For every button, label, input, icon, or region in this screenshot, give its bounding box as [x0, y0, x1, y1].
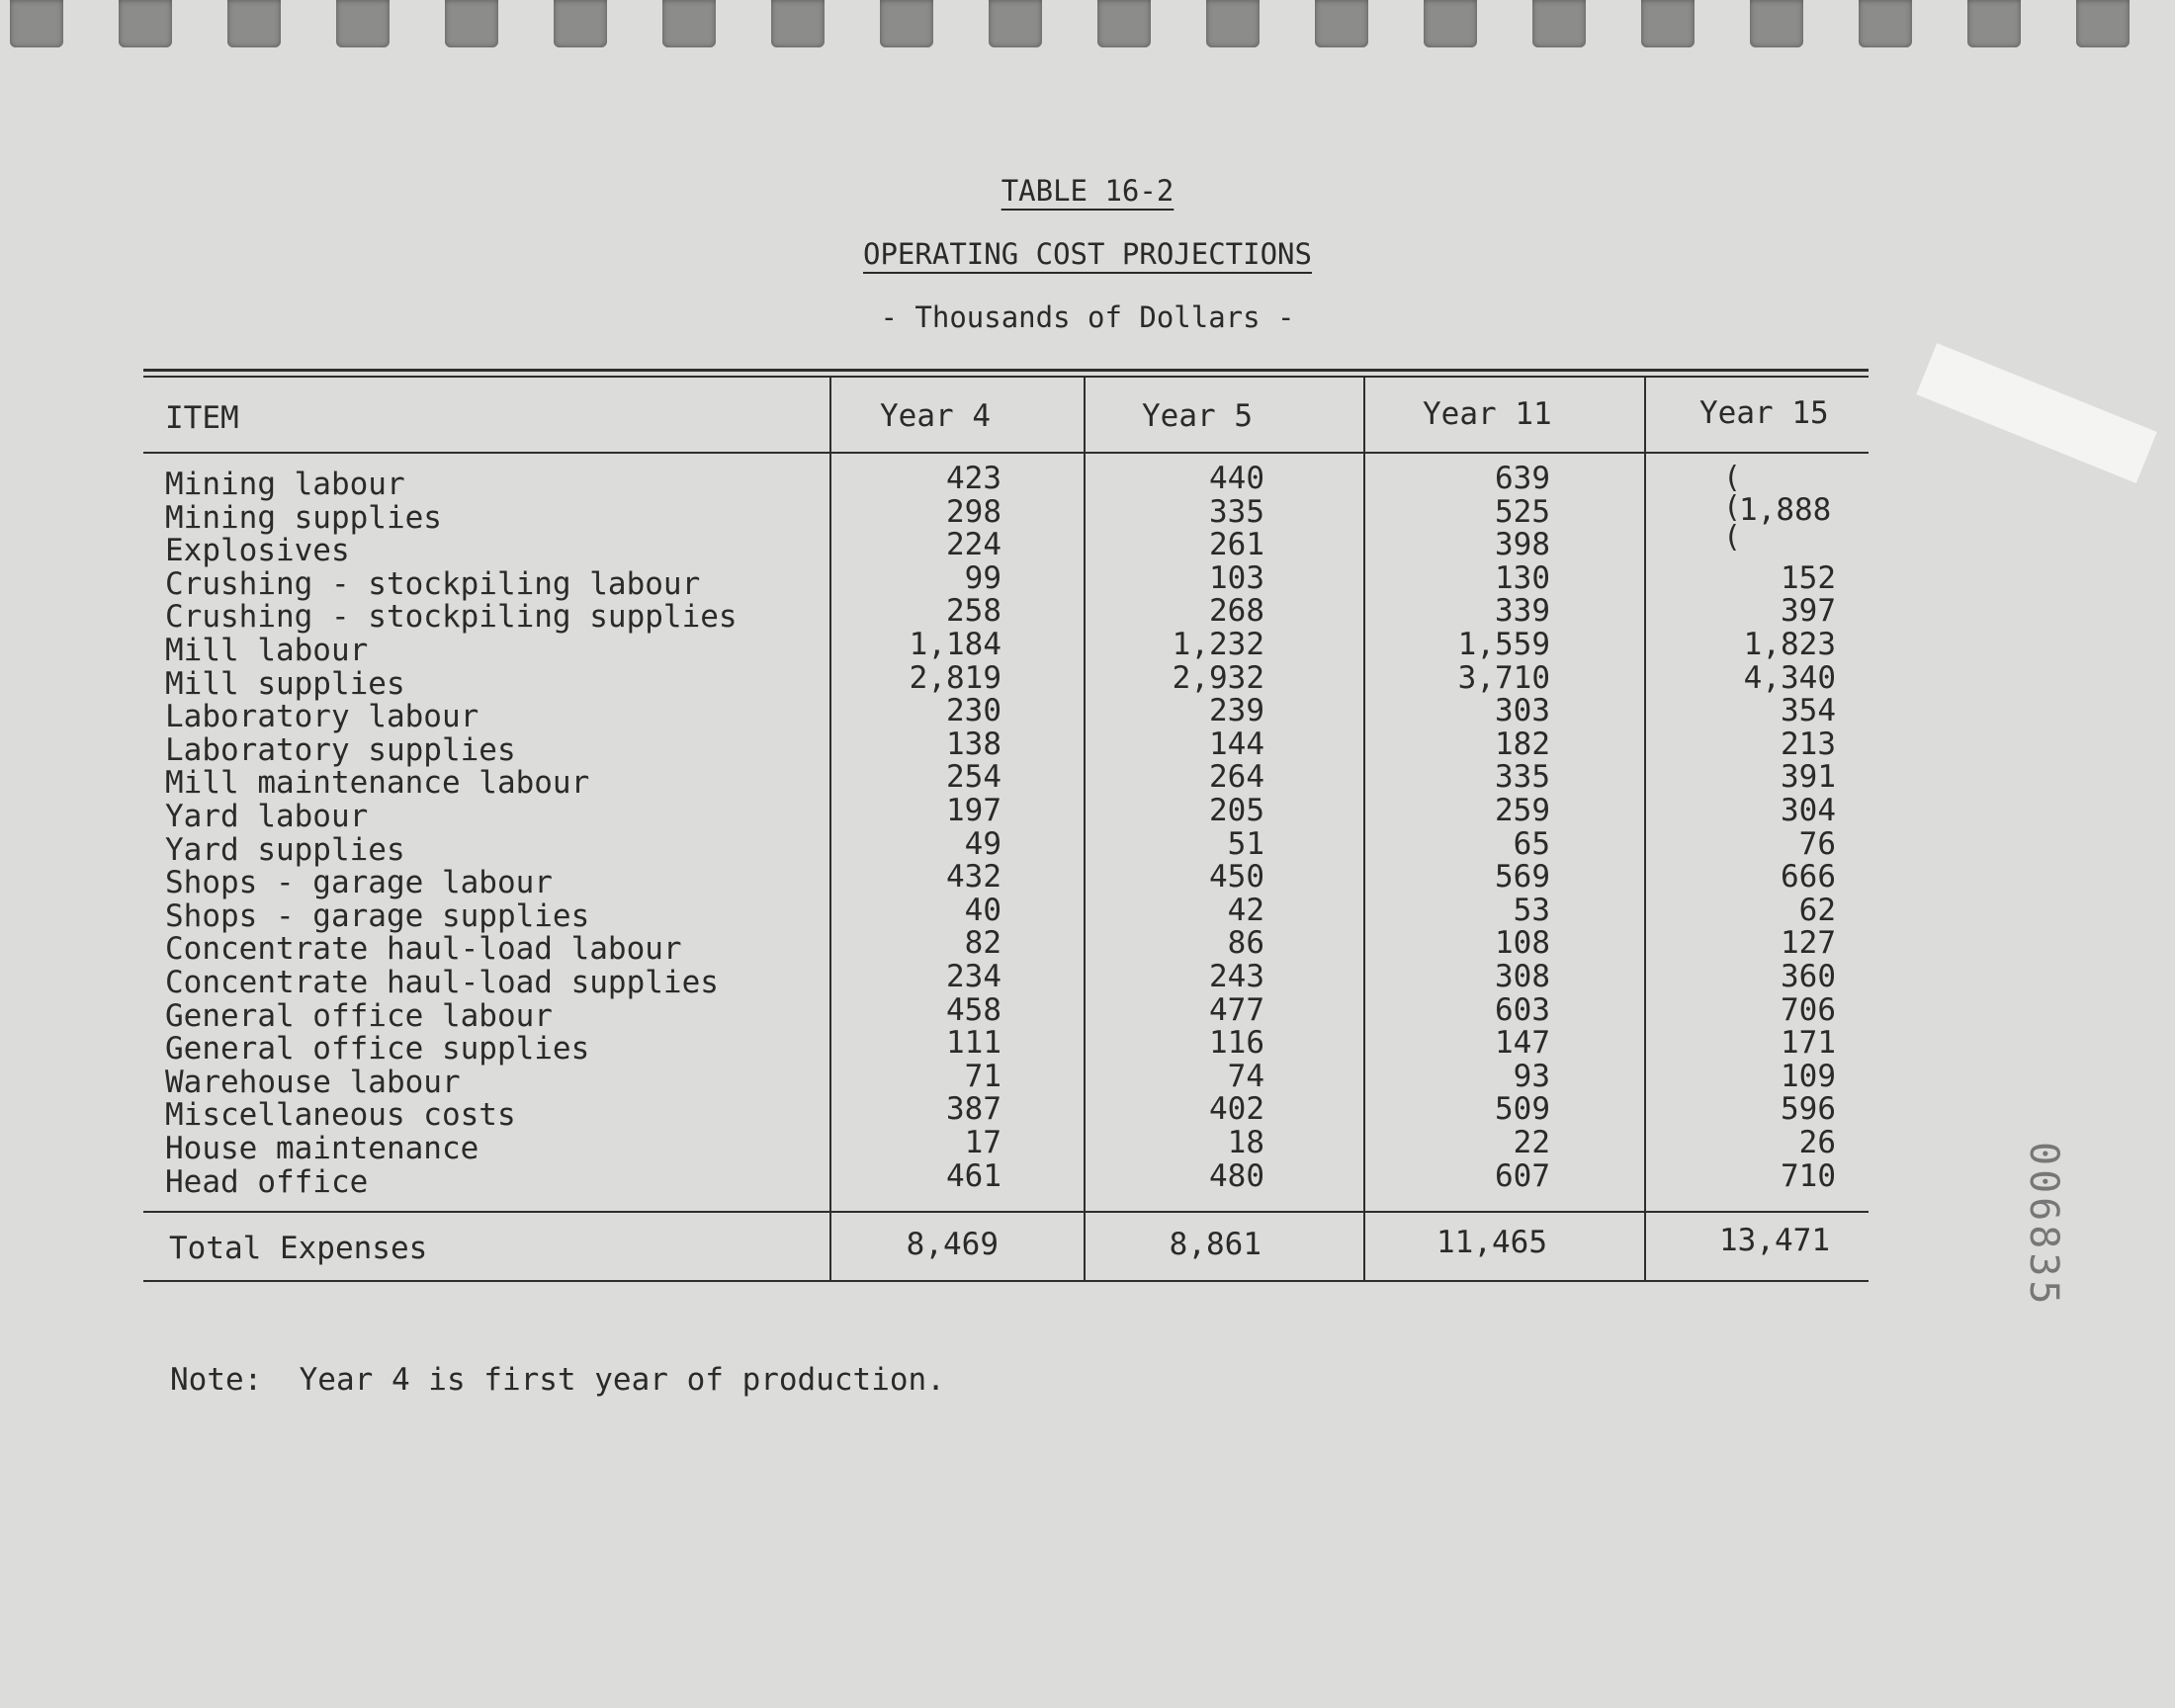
bracket-value: 1,888 [1739, 492, 1832, 528]
row-value-year-15: 666 [1781, 859, 1836, 896]
row-value-year-5: 402 [1209, 1091, 1264, 1128]
binding-ring [1097, 0, 1151, 47]
row-value-year-5: 268 [1209, 593, 1264, 630]
binding-ring [119, 0, 172, 47]
row-value-year-5: 264 [1209, 759, 1264, 796]
row-value-year-4: 258 [946, 593, 1001, 630]
binding-ring [1424, 0, 1477, 47]
row-item-label: Shops - garage labour [165, 865, 553, 901]
row-value-year-15: 4,340 [1743, 659, 1836, 696]
row-value-year-4: 224 [946, 527, 1001, 563]
binding-ring [1967, 0, 2021, 47]
row-value-year-4: 99 [964, 559, 1001, 596]
row-value-year-11: 303 [1495, 693, 1550, 729]
binding-ring [989, 0, 1042, 47]
row-item-label: Head office [165, 1163, 369, 1200]
total-year-5: 8,861 [1169, 1227, 1262, 1262]
cost-table [143, 369, 1869, 1283]
row-value-year-11: 569 [1495, 859, 1550, 896]
row-value-year-4: 49 [964, 825, 1001, 862]
row-value-year-4: 17 [964, 1125, 1001, 1160]
header-year-5: Year 5 [1142, 398, 1253, 434]
row-value-year-15: 304 [1781, 793, 1836, 828]
row-value-year-5: 51 [1227, 825, 1264, 862]
row-value-year-11: 3,710 [1457, 659, 1550, 696]
row-item-label: House maintenance [165, 1131, 479, 1166]
row-item-label: Shops - garage supplies [165, 897, 590, 934]
row-value-year-11: 53 [1513, 892, 1550, 928]
table-subtitle: - Thousands of Dollars - [880, 300, 1295, 334]
row-value-year-4: 298 [946, 493, 1001, 530]
row-value-year-15: 354 [1781, 693, 1836, 729]
header-year-4: Year 4 [880, 398, 991, 434]
page-stamp: 006835 [2021, 1142, 2066, 1309]
row-value-year-11: 93 [1513, 1058, 1550, 1094]
header-rule [143, 452, 1869, 454]
row-value-year-15: 391 [1781, 759, 1836, 796]
table-number: TABLE 16-2 [1000, 174, 1174, 208]
row-item-label: Laboratory labour [165, 699, 479, 735]
row-item-label: Mill supplies [165, 665, 405, 702]
binding-ring [1206, 0, 1260, 47]
row-value-year-11: 339 [1495, 593, 1550, 630]
footnote: Note: Year 4 is first year of production. [170, 1362, 945, 1398]
total-year-11: 11,465 [1436, 1225, 1547, 1260]
row-value-year-11: 147 [1495, 1025, 1550, 1062]
table-title: OPERATING COST PROJECTIONS [863, 237, 1312, 271]
row-value-year-5: 144 [1209, 726, 1264, 762]
binding-ring [1859, 0, 1912, 47]
header-year-11: Year 11 [1423, 396, 1552, 432]
row-value-year-11: 639 [1495, 461, 1550, 496]
row-item-label: Crushing - stockpiling supplies [165, 599, 738, 636]
row-value-year-5: 18 [1227, 1125, 1264, 1160]
binding-ring [1750, 0, 1803, 47]
bracket-bottom: ( [1723, 520, 1742, 555]
total-bottom-rule [143, 1280, 1869, 1282]
table-top-rule-2 [143, 376, 1869, 378]
row-value-year-11: 108 [1495, 925, 1550, 962]
row-value-year-5: 477 [1209, 991, 1264, 1028]
row-value-year-4: 1,184 [909, 627, 1001, 662]
row-value-year-5: 1,232 [1172, 627, 1264, 662]
total-top-rule [143, 1211, 1869, 1213]
bracket-mid: ( [1723, 490, 1742, 525]
row-value-year-15: 127 [1781, 925, 1836, 962]
binding-ring [2076, 0, 2130, 47]
row-item-label: Laboratory supplies [165, 731, 516, 768]
row-item-label: Miscellaneous costs [165, 1097, 516, 1134]
row-value-year-4: 461 [946, 1157, 1001, 1194]
row-value-year-5: 261 [1209, 527, 1264, 563]
row-value-year-15: 26 [1798, 1125, 1836, 1160]
row-value-year-5: 480 [1209, 1157, 1264, 1194]
row-value-year-11: 509 [1495, 1091, 1550, 1128]
row-value-year-4: 40 [964, 892, 1001, 928]
binding-ring [554, 0, 607, 47]
row-item-label: Mining supplies [165, 499, 442, 536]
row-value-year-15: 706 [1781, 991, 1836, 1028]
row-value-year-15: 109 [1781, 1058, 1836, 1094]
binding-ring [1532, 0, 1586, 47]
row-item-label: Mill labour [165, 633, 369, 668]
row-value-year-4: 387 [946, 1091, 1001, 1128]
binding-ring [771, 0, 825, 47]
row-value-year-11: 130 [1495, 559, 1550, 596]
binding-ring [880, 0, 933, 47]
row-item-label: General office labour [165, 997, 553, 1034]
row-value-year-11: 525 [1495, 493, 1550, 530]
row-value-year-5: 42 [1227, 892, 1264, 928]
table-top-rule [143, 369, 1869, 372]
binding-ring [1315, 0, 1368, 47]
row-value-year-5: 116 [1209, 1025, 1264, 1062]
row-value-year-4: 82 [964, 925, 1001, 962]
total-year-15: 13,471 [1719, 1223, 1830, 1258]
row-value-year-11: 308 [1495, 959, 1550, 994]
row-value-year-11: 65 [1513, 825, 1550, 862]
row-value-year-4: 2,819 [909, 659, 1001, 696]
row-value-year-5: 2,932 [1172, 659, 1264, 696]
row-value-year-5: 239 [1209, 693, 1264, 729]
row-item-label: Yard labour [165, 799, 369, 834]
row-item-label: Mining labour [165, 467, 405, 502]
row-item-label: Explosives [165, 533, 350, 569]
spiral-binding [0, 0, 2175, 59]
row-value-year-5: 440 [1209, 461, 1264, 496]
row-value-year-11: 22 [1513, 1125, 1550, 1160]
row-value-year-15: 397 [1781, 593, 1836, 630]
row-value-year-4: 423 [946, 461, 1001, 496]
binding-ring [662, 0, 716, 47]
binding-ring [1641, 0, 1695, 47]
row-value-year-11: 1,559 [1457, 627, 1550, 662]
bracket-top: ( [1723, 461, 1742, 495]
row-value-year-15: 596 [1781, 1091, 1836, 1128]
row-item-label: Concentrate haul-load supplies [165, 965, 719, 1000]
row-value-year-11: 398 [1495, 527, 1550, 563]
row-value-year-15: 171 [1781, 1025, 1836, 1062]
row-item-label: Warehouse labour [165, 1064, 461, 1100]
row-value-year-4: 71 [964, 1058, 1001, 1094]
row-value-year-11: 259 [1495, 793, 1550, 828]
total-year-4: 8,469 [906, 1227, 999, 1262]
row-value-year-15: 710 [1781, 1157, 1836, 1194]
row-value-year-15: 360 [1781, 959, 1836, 994]
row-item-label: Yard supplies [165, 831, 405, 868]
row-value-year-15: 1,823 [1743, 627, 1836, 662]
binding-ring [227, 0, 281, 47]
row-value-year-4: 197 [946, 793, 1001, 828]
row-item-label: Mill maintenance labour [165, 765, 590, 802]
row-value-year-5: 335 [1209, 493, 1264, 530]
row-value-year-4: 111 [946, 1025, 1001, 1062]
row-item-label: Concentrate haul-load labour [165, 931, 682, 968]
row-value-year-15: 152 [1781, 559, 1836, 596]
tape-strip [1916, 343, 2157, 483]
header-item: ITEM [165, 400, 239, 436]
header-year-15: Year 15 [1699, 395, 1829, 431]
row-value-year-4: 458 [946, 991, 1001, 1028]
row-value-year-4: 234 [946, 959, 1001, 994]
row-value-year-11: 603 [1495, 991, 1550, 1028]
row-value-year-11: 182 [1495, 726, 1550, 762]
binding-ring [10, 0, 63, 47]
row-value-year-5: 74 [1227, 1058, 1264, 1094]
row-value-year-11: 335 [1495, 759, 1550, 796]
row-value-year-15: 213 [1781, 726, 1836, 762]
binding-ring [445, 0, 498, 47]
row-value-year-4: 254 [946, 759, 1001, 796]
row-value-year-4: 138 [946, 726, 1001, 762]
row-value-year-5: 103 [1209, 559, 1264, 596]
row-value-year-5: 450 [1209, 859, 1264, 896]
binding-ring [336, 0, 390, 47]
total-label: Total Expenses [169, 1231, 428, 1266]
row-value-year-5: 86 [1227, 925, 1264, 962]
row-value-year-4: 230 [946, 693, 1001, 729]
row-value-year-5: 205 [1209, 793, 1264, 828]
row-value-year-11: 607 [1495, 1157, 1550, 1194]
row-value-year-5: 243 [1209, 959, 1264, 994]
row-value-year-15: 76 [1798, 825, 1836, 862]
row-item-label: General office supplies [165, 1031, 590, 1068]
row-value-year-4: 432 [946, 859, 1001, 896]
row-item-label: Crushing - stockpiling labour [165, 565, 701, 602]
row-value-year-15: 62 [1798, 892, 1836, 928]
